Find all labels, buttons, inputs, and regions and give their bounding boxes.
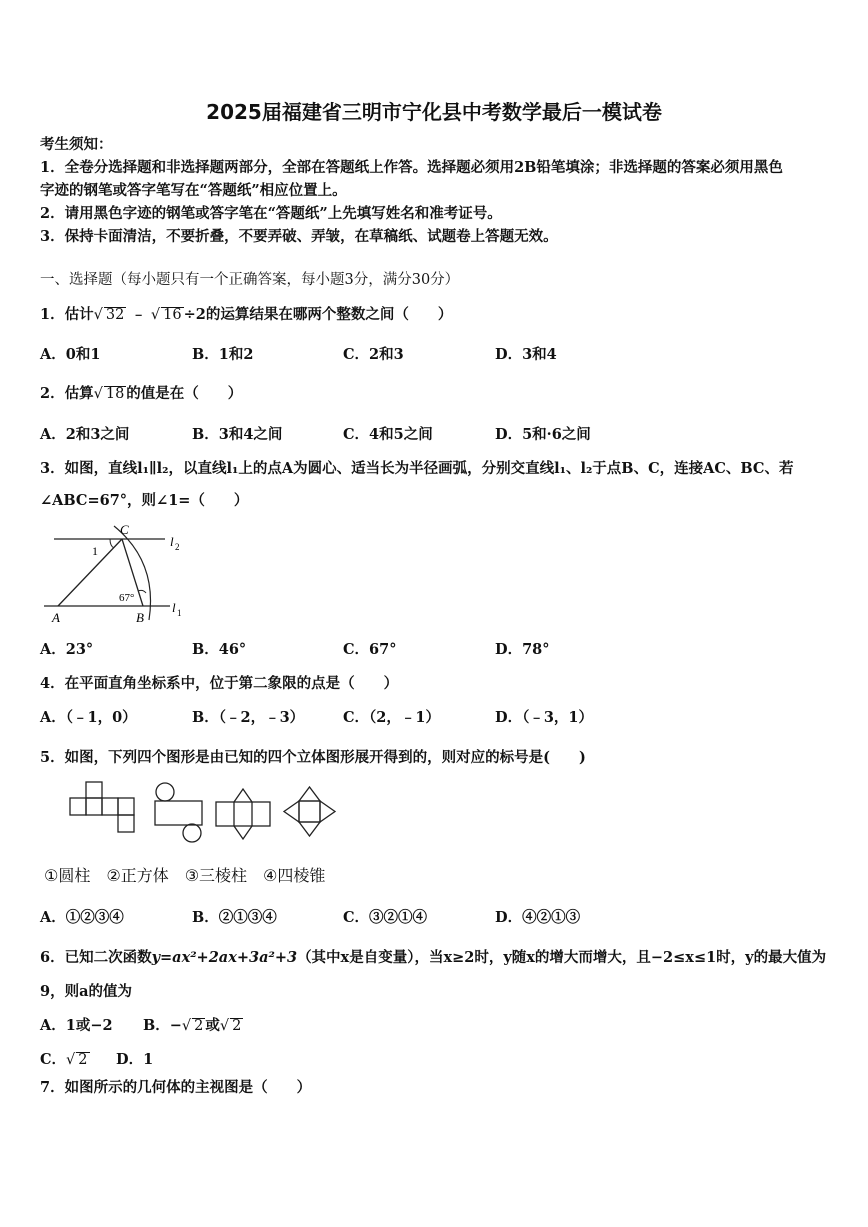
q2-option-d[interactable]: D．5和·6之间 [495, 426, 591, 443]
q6-text-1a: 已知二次函数 [64, 949, 152, 966]
q5-text: 如图，下列四个图形是由已知的四个立体图形展开得到的，则对应的标号是( ) [64, 749, 586, 766]
notice-item-1: 1．全卷分选择题和非选择题两部分，全部在答题纸上作答。选择题必须用2B铅笔填涂；非选择题的答案必须用黑色 [40, 159, 783, 176]
label-a: A [52, 610, 60, 625]
q1-mid: ﹣ [131, 306, 146, 323]
q3-option-c[interactable]: C．67° [343, 641, 397, 658]
q6-option-a[interactable]: A．1或−2 [40, 1017, 113, 1034]
cylinder-net [155, 783, 202, 842]
label-angle-67: 67° [119, 592, 135, 604]
q1-post: ÷2的运算结果在哪两个整数之间（ ） [183, 306, 453, 323]
q6-function: y=ax²+2ax+3a²+3 [151, 949, 298, 966]
question-3-line-1 [40, 457, 793, 478]
q5-number: 5． [40, 749, 65, 766]
notice-item-2: 2．请用黑色字迹的钢笔或答字笔在“答题纸”上先填写姓名和准考证号。 [40, 205, 502, 222]
section-heading: 一、选择题（每小题只有一个正确答案，每小题3分，满分30分） [40, 272, 460, 288]
q4-number: 4． [40, 675, 65, 692]
q1-radicand-1: 32 [105, 307, 125, 323]
q5-option-d[interactable]: D．④②①③ [495, 909, 581, 926]
q2-number: 2． [40, 385, 65, 402]
q1-number: 1． [40, 306, 65, 323]
q1-pre: 估计 [64, 306, 94, 323]
q6-number: 6． [40, 949, 65, 966]
q5-option-b[interactable]: B．②①③④ [192, 909, 277, 926]
q6-option-c[interactable]: C．√ 2 [40, 1051, 88, 1068]
question-5 [40, 746, 586, 767]
q2-option-b[interactable]: B．3和4之间 [192, 426, 283, 443]
q5-option-c[interactable]: C．③②①④ [343, 909, 428, 926]
q6-option-b-mid: 或 [205, 1017, 220, 1034]
label-c: C [120, 522, 129, 537]
q3-option-d[interactable]: D．78° [495, 641, 550, 658]
q6-option-b-radicand-1: 2 [194, 1018, 204, 1034]
q2-radicand: 18 [105, 386, 125, 402]
label-b: B [136, 610, 144, 625]
q1-option-b[interactable]: B．1和2 [192, 346, 254, 363]
q1-option-d[interactable]: D．3和4 [495, 346, 557, 363]
q6-option-c-prefix: C． [40, 1051, 67, 1068]
q5-option-a[interactable]: A．①②③④ [40, 909, 124, 926]
q3-number: 3． [40, 460, 65, 477]
q6-text-1c: （其中x是自变量），当x≥2时，y随x的增大而增大，且−2≤x≤1时，y的最大值为 [297, 949, 827, 966]
q2-option-a[interactable]: A．2和3之间 [40, 426, 130, 443]
q7-number: 7． [40, 1079, 65, 1096]
q2-post: 的值是在（ ） [126, 385, 243, 402]
label-l1-sub: 1 [177, 608, 182, 618]
segment-ac [58, 539, 122, 606]
question-4 [40, 672, 398, 693]
label-l2: l [170, 534, 174, 549]
q4-option-b[interactable]: B．（﹣2，﹣3） [192, 709, 305, 726]
question-6-line-2: 9，则a的值为 [40, 983, 132, 1000]
q4-option-a[interactable]: A．（﹣1，0） [40, 709, 137, 726]
label-angle-1: 1 [92, 544, 98, 558]
page-title: 2025届福建省三明市宁化县中考数学最后一模试卷 [206, 100, 662, 124]
q6-option-c-radicand: 2 [78, 1052, 88, 1068]
question-1: 1．估计√ 32 ﹣ √ 16 ÷2的运算结果在哪两个整数之间（ ） [40, 306, 453, 323]
q4-text: 在平面直角坐标系中，位于第二象限的点是（ ） [64, 675, 399, 692]
q3-text-1: 如图，直线l₁∥l₂，以直线l₁上的点A为圆心、适当长为半径画弧，分别交直线l₁、l₂于点B、C，连接AC、BC、若 [64, 460, 794, 477]
q1-radicand-2: 16 [163, 307, 182, 323]
q2-option-c[interactable]: C．4和5之间 [343, 426, 433, 443]
notice-item-1-cont: 字迹的钢笔或答字笔写在“答题纸”相应位置上。 [40, 182, 347, 199]
question-2: 2．估算√ 18 的值是在（ ） [40, 385, 243, 402]
question-7 [40, 1076, 311, 1097]
q4-option-c[interactable]: C．（2，﹣1） [343, 709, 440, 726]
q6-option-b[interactable]: B．−√ 2 或√ 2 [143, 1017, 242, 1034]
prism-net [216, 789, 270, 839]
q1-option-a[interactable]: A．0和1 [40, 346, 101, 363]
q1-option-c[interactable]: C．2和3 [343, 346, 404, 363]
q6-option-b-radicand-2: 2 [232, 1018, 242, 1034]
pyramid-net [284, 787, 335, 836]
q7-text: 如图所示的几何体的主视图是（ ） [64, 1079, 312, 1096]
q6-option-d[interactable]: D．1 [116, 1051, 154, 1068]
question-3-line-2: ∠ABC=67°，则∠1=（ ） [40, 492, 249, 509]
notice-item-3: 3．保持卡面清洁，不要折叠，不要弄破、弄皱，在草稿纸、试题卷上答题无效。 [40, 228, 558, 245]
q5-shape-labels: ①圆柱 ②正方体 ③三棱柱 ④四棱锥 [44, 866, 326, 885]
cube-net [70, 782, 134, 832]
q4-option-d[interactable]: D．（﹣3，1） [495, 709, 594, 726]
q6-option-b-prefix: B．− [143, 1017, 182, 1034]
label-l2-sub: 2 [175, 542, 180, 552]
question-6-line-1 [40, 946, 826, 967]
q3-option-a[interactable]: A．23° [40, 641, 94, 658]
label-l1: l [172, 600, 176, 615]
notice-heading: 考生须知： [40, 136, 113, 153]
q2-pre: 估算 [64, 385, 94, 402]
q3-option-b[interactable]: B．46° [192, 641, 247, 658]
q5-nets-figure [66, 782, 336, 842]
q3-figure [40, 522, 190, 628]
